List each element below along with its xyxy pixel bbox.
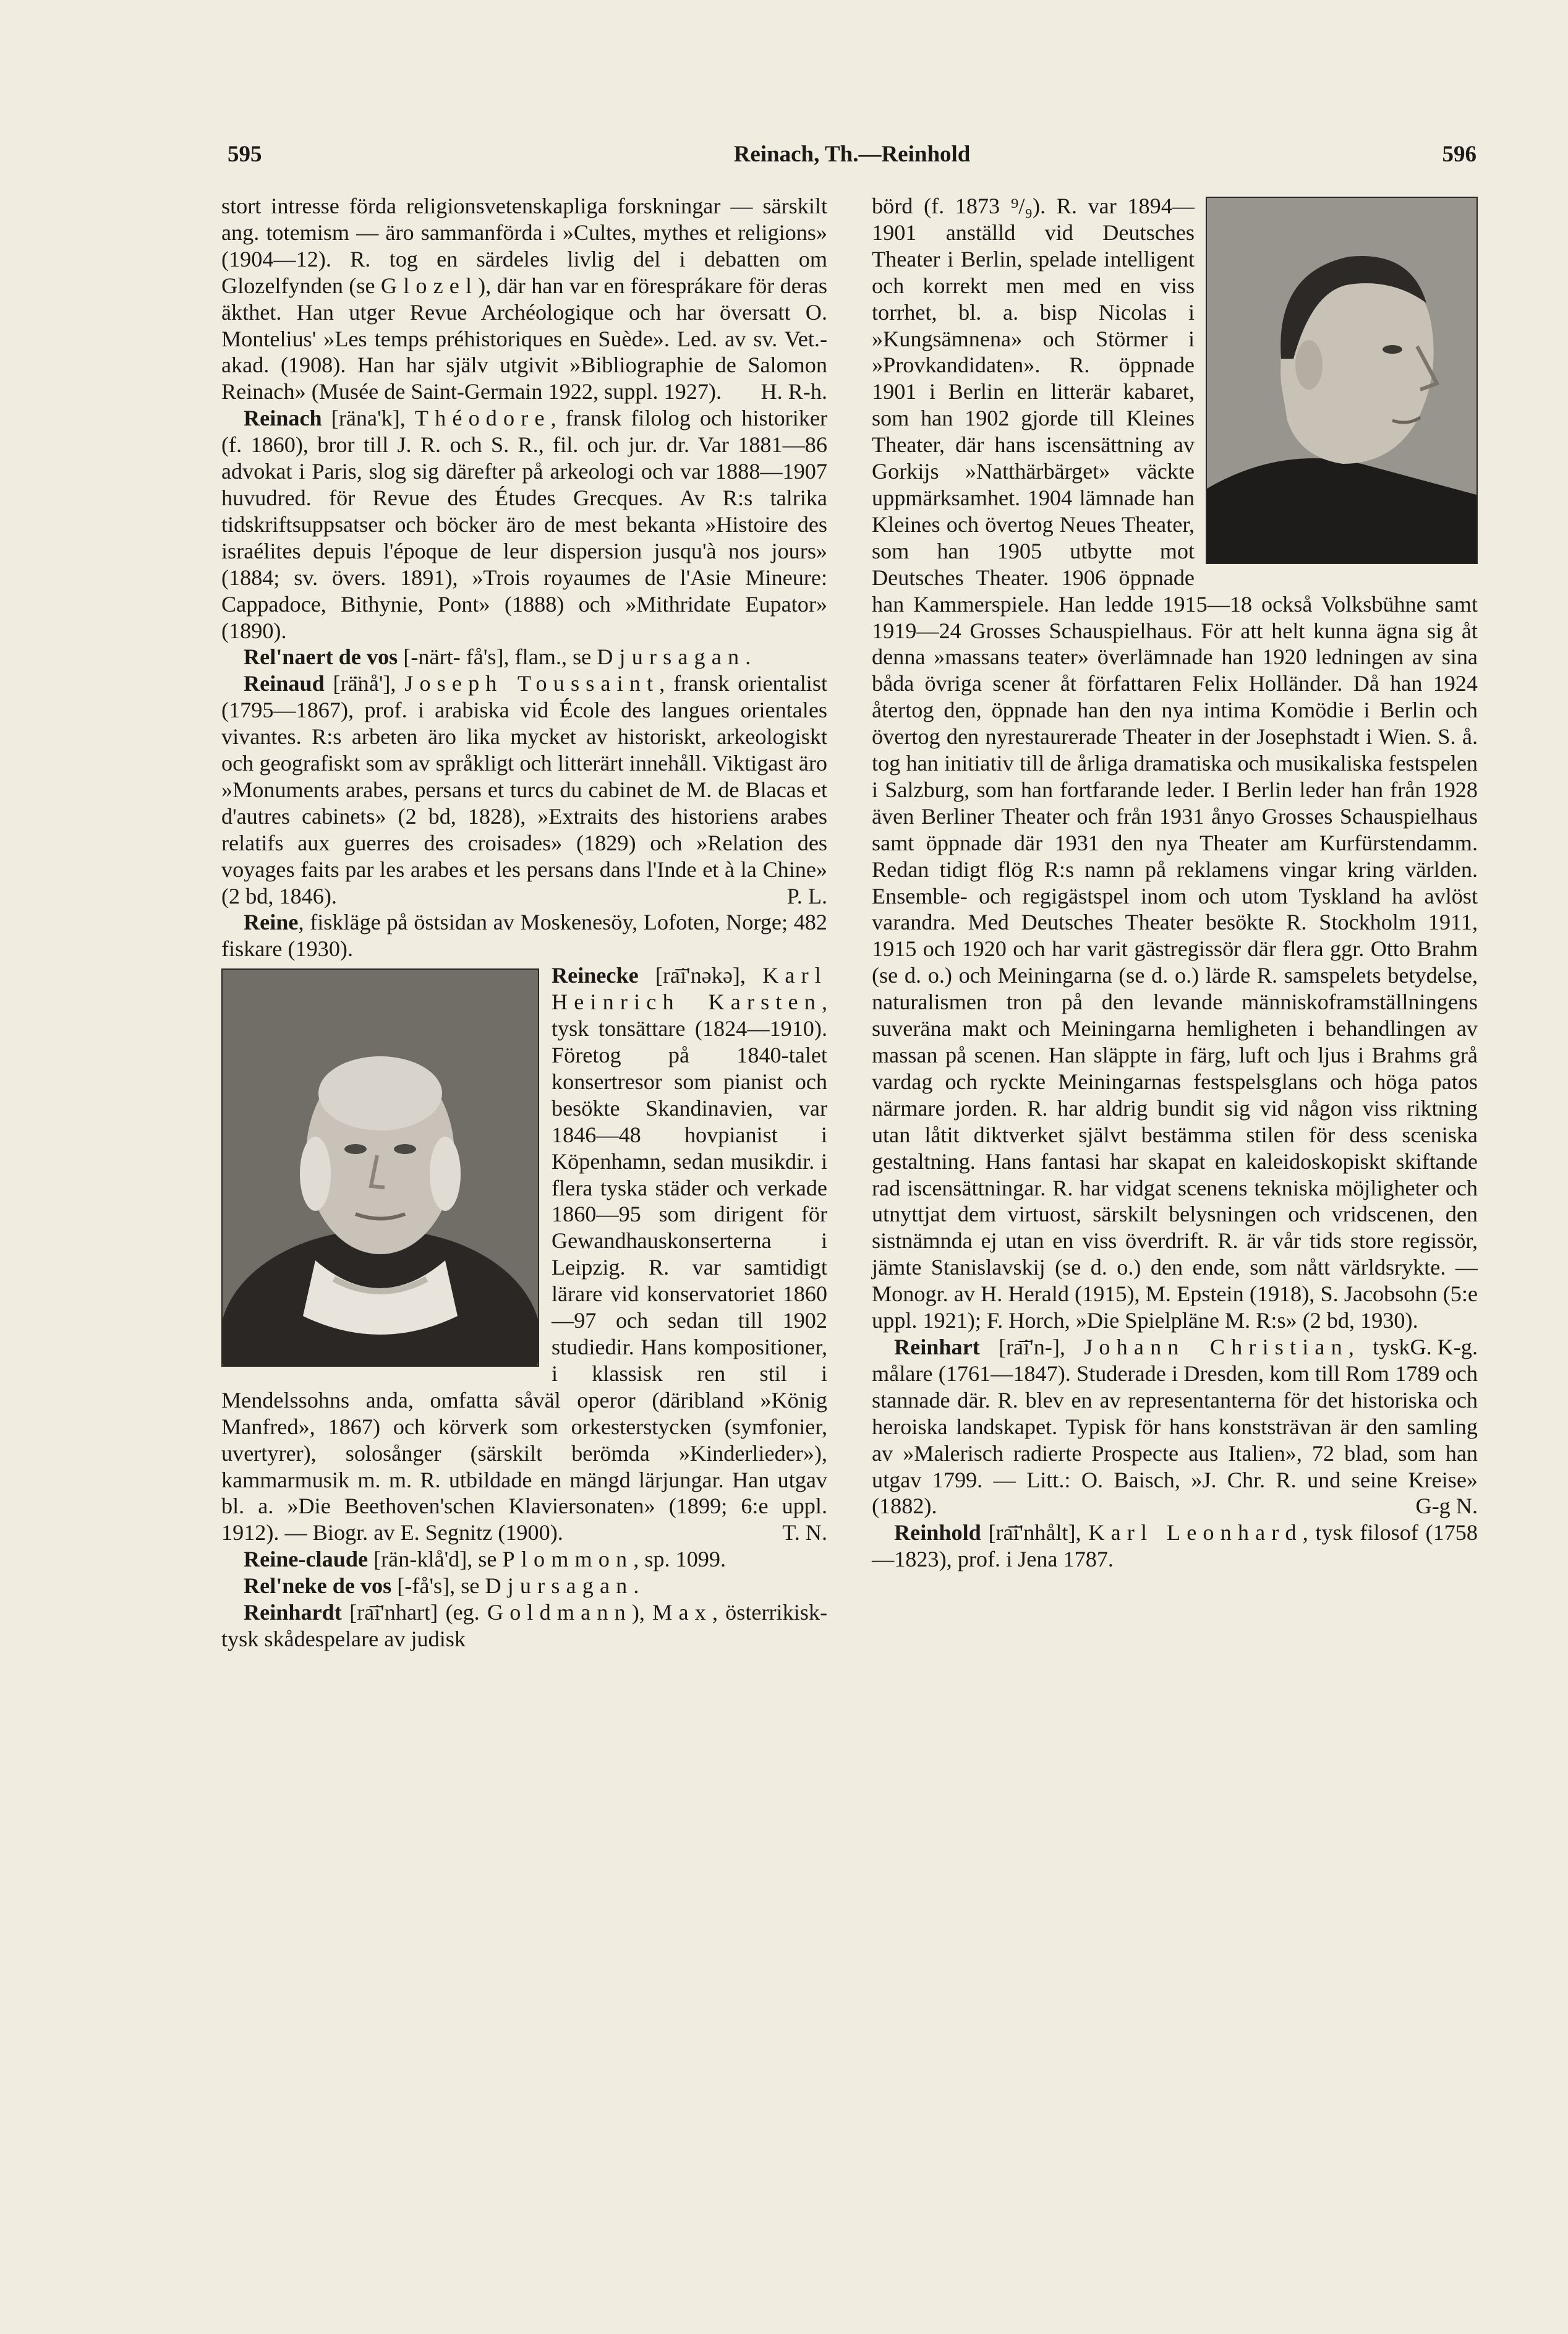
signature: H. R-h. — [761, 379, 827, 404]
portrait-reinhardt — [1206, 197, 1478, 564]
entry-headword: Reine — [244, 910, 299, 935]
entry-headword: Rel'naert de vos — [244, 644, 398, 670]
entry-reinach-salomon-continued: stort intresse förda religionsvetenskapliga forskningar — särskilt ang. totemism — äro sammanförda i »Cultes, mythes et religions» (1904—12). R. tog en särdeles livlig del i debatten om Glozelfynden (se Glozel), där han var en föresprákare för deras äkthet. Han utger Revue Archéologique och har översatt O. Montelius' »Les temps préhistoriques en Suède». Led. av sv. Vet.-akad. (1908). Han har själv utgivit »Bibliographie de Salomon Reinach» (Musée de Saint-Germain 1922, suppl. 1927). H. R-h. — [221, 194, 827, 404]
entry-reinaert-de-vos: Rel'naert de vos [-närt- få's], flam., se Djursagan. — [244, 644, 751, 670]
portrait-reinecke — [221, 968, 539, 1367]
left-column: stort intresse förda religionsvetenskapliga forskningar — särskilt ang. totemism — äro sammanförda i »Cultes, mythes et religions» (1904—12). R. tog en särdeles livlig del i debatten om Glozelfynden (se Glozel), där han var en föresprákare för deras äkthet. Han utger Revue Archéologique och har översatt O. Montelius' »Les temps préhistoriques en Suède». Led. av sv. Vet.-akad. (1908). Han har själv utgivit »Bibliographie de Salomon Reinach» (Musée de Saint-Germain 1922, suppl. 1927). H. R-h. Reinach [räna'k], Théodore, fransk filolog och historiker (f. 1860), bror till J. R. och S. R., fil. och jur. dr. Var 1881—86 advokat i Paris, slog sig därefter på arkeologi och var 1888—1907 huvudred. för Revue des Études Grecques. Av R:s talrika tidskriftsuppsatser och böcker äro de mest bekanta »Histoire des israélites depuis l'époque de leur dispersion jusqu'à nos jours» (1884; sv. övers. 1891), »Trois royaumes de l'Asie Mineure: Cappadoce, Bithynie, Pont» (1888) och »Mithridate Eupator» (1890). Rel'naert de vos [-närt- få's], flam., se Djursagan. Reinaud [rä̈nå'], Joseph Toussaint, fransk orientalist (1795—1867), prof. i arabiska vid École des langues orientales vivantes. R:s arbeten äro lika mycket av historiskt, arkeologiskt och geografiskt som av språkligt och litterärt innehåll. Viktigast äro »Monuments arabes, persans et turcs du cabinet de M. de Blacas et d'autres cabinets» (2 bd, 1828), »Extraits des historiens arabes relatifs aux guerres des croisades» (1829) och »Relation des voyages faits par les arabes et les persans dans l'Inde et à la Chine» (2 bd, 1846). P. L. Reine, fiskläge på östsidan av Moskenesöy, Lofoten, Norge; 482 fiskare (1930). Reinecke [ra͞i'nəkə], Karl Heinrich Karsten, tysk tonsättare (1824—1910). Företog på 1840-talet konsertresor som pianist och besökte Skandinavien, var 1846—48 hovpianist i Köpenhamn, sedan musikdir. i flera tyska städer och verkade 1860—95 som dirigent för Gewandhauskonserterna i Leipzig. R. var samtidigt lärare vid konservatoriet 1860—97 och sedan till 1902 studiedir. Hans kompositioner, i klassisk ren stil i Mendelssohns anda, omfatta såväl operor (däribland »König Manfred», 1867) och körverk som orkesterstycken (symfonier, uvertyrer), solosånger (särskilt berömda »Kinderlieder»), kammarmusik m. m. R. utbildade en mängd lärjungar. Han utgav bl. a. »Die Beethoven'schen Klaviersonaten» (1899; 6:e uppl. 1912). — Biogr. av E. Segnitz (1900). T. N. Reine-claude [rän-klå'd], se Plommon, sp. 1099. Rel'neke de vos [-få's], se Djursagan. Reinhardt [ra͞i'nhart] (eg. Goldmann), Max, österrikisk-tysk skådespelare av judisk — [221, 193, 827, 1652]
entry-headword: Rel'neke de vos — [244, 1573, 392, 1599]
entry-reinhart: Reinhart [ra͞i'n-], Johann Christian, tysk målare (1761—1847). Studerade i Dresden, kom till Rom 1789 och stannade där. R. blev en av representanterna för det historiska och heroiska landskapet. Typisk för hans konststrävan är den samling av »Malerisch radierte Prospecte aus Italien», 72 blad, som han utgav 1799. — Litt.: O. Baisch, »J. Chr. R. und seine Kreise» (1882). G-g N. — [872, 1334, 1478, 1519]
entry-headword: Reinaud — [244, 671, 325, 696]
entry-reineke-de-vos: Rel'neke de vos [-få's], se Djursagan. — [244, 1573, 639, 1599]
entry-reinhardt: Reinhardt [ra͞i'nhart] (eg. Goldmann), Max, österrikisk-tysk skådespelare av judisk — [221, 1600, 827, 1651]
entry-reine: Reine, fiskläge på östsidan av Moskenesöy, Lofoten, Norge; 482 fiskare (1930). — [221, 910, 827, 962]
entry-headword: Reinecke — [552, 963, 639, 988]
page-number-left: 595 — [228, 142, 262, 167]
entry-reinaud: Reinaud [rä̈nå'], Joseph Toussaint, fransk orientalist (1795—1867), prof. i arabiska vid École des langues orientales vivantes. R:s arbeten äro lika mycket av historiskt, arkeologiskt och geografiskt som av språkligt och litterärt innehåll. Viktigast äro »Monuments arabes, persans et turcs du cabinet de M. de Blacas et d'autres cabinets» (2 bd, 1828), »Extraits des historiens arabes relatifs aux guerres des croisades» (1829) och »Relation des voyages faits par les arabes et les persans dans l'Inde et à la Chine» (2 bd, 1846). P. L. — [221, 671, 828, 908]
signature: P. L. — [786, 883, 827, 908]
entry-reinach-theodore: Reinach [räna'k], Théodore, fransk filolog och historiker (f. 1860), bror till J. R. och S. R., fil. och jur. dr. Var 1881—86 advokat i Paris, slog sig därefter på arkeologi och var 1888—1907 huvudred. för Revue des Études Grecques. Av R:s talrika tidskriftsuppsatser och böcker äro de mest bekanta »Histoire des israélites depuis l'époque de leur dispersion jusqu'à nos jours» (1884; sv. övers. 1891), »Trois royaumes de l'Asie Mineure: Cappadoce, Bithynie, Pont» (1888) och »Mithridate Eupator» (1890). — [221, 406, 827, 643]
entry-reine-claude: Reine-claude [rän-klå'd], se Plommon, sp. 1099. — [244, 1547, 726, 1572]
entry-headword: Reine-claude — [244, 1547, 369, 1572]
entry-reinhold: Reinhold [ra͞i'nhålt], Karl Leonhard, tysk filosof (1758—1823), prof. i Jena 1787. — [872, 1520, 1478, 1572]
signature: G-g N. — [1415, 1494, 1478, 1519]
entry-headword: Reinhardt — [244, 1600, 342, 1625]
entry-headword: Reinhold — [894, 1520, 981, 1545]
page-header — [228, 141, 1476, 178]
running-title: Reinach, Th.—Reinhold — [733, 142, 971, 167]
entry-headword: Reinhart — [894, 1334, 980, 1359]
signature: T. N. — [782, 1520, 827, 1545]
signature: G. K-g. — [1410, 1334, 1478, 1359]
entry-headword: Reinach — [244, 406, 322, 431]
right-column: börd (f. 1873 ⁹/₉). R. var 1894—1901 anställd vid Deutsches Theater i Berlin, spelade intelligent och korrekt men med en viss torrhet, bl. a. bisp Nicolas i »Kungsämnena» och Störmer i »Provkandidaten». R. öppnade 1901 i Berlin en litterär kabaret, som han 1902 gjorde till Kleines Theater, där hans iscensättning av Gorkijs »Natthärbärget» väckte uppmärksamhet. 1904 lämnade han Kleines och övertog Neues Theater, som han 1905 utbytte mot Deutsches Theater. 1906 öppnade han Kammerspiele. Han ledde 1915—18 också Volksbühne samt 1919—24 Grosses Schauspielhaus. För att helt kunna ägna sig åt denna »massans teater» överlämnade han 1920 ledningen av sina båda övriga scener åt författaren Felix Holländer. Då han 1924 återtog den, öppnade han den nya intima Komödie i Berlin och övertog den nyrestaurerade Theater in der Josephstadt i Wien. S. å. tog han initiativ till de årliga dramatiska och musikaliska festspelen i Salzburg, som han fortfarande leder. I Berlin leder han från 1928 även Berliner Theater och från 1931 ånyo Grosses Schauspielhaus samt öppnade där 1931 den nya Theater am Kurfürstendamm. Redan tidigt flög R:s namn på reklamens vingar kring världen. Ensemble- och regigästspel inom och utom Tyskland ha avlöst varandra. Med Deutsches Theater besökte R. Stockholm 1911, 1915 och 1920 och har varit gästregissör där flera ggr. Otto Brahm (se d. o.) och Meiningarna (se d. o.) lärde R. samspelets betydelse, naturalismen tron på den levande människoframställningens suveräna makt och Meiningarna hemligheten i behandlingen av massan på scenen. Han släppte in färg, luft och ljus i Brahms grå vardag och ryckte Meiningarnas festspelsglans och höga patos närmare jorden. R. har aldrig bundit sig vid någon viss riktning utan låtit diktverket självt bestämma stilen för dess sceniska gestaltning. Hans fantasi har skapat en kaleidoskopiskt skiftande rad iscensättningar. R. har vidgat scenens tekniska möjligheter och utnyttjat dem virtuost, särskilt belysningen och vridscenen, den sistnämnda ej utan en viss överdrift. R. är vår tids store regissör, jämte Stanislavskij (se d. o.) den ende, som nått världsrykte. — Monogr. av H. Herald (1915), M. Epstein (1918), S. Jacobsohn (5:e uppl. 1921); F. Horch, »Die Spielpläne M. R:s» (2 bd, 1930). G. K-g. Reinhart [ra͞i'n-], Johann Christian, tysk målare (1761—1847). Studerade i Dresden, kom till Rom 1789 och stannade där. R. blev en av representanterna för det historiska och heroiska landskapet. Typisk för hans konststrävan är den samling av »Malerisch radierte Prospecte aus Italien», 72 blad, som han utgav 1799. — Litt.: O. Baisch, »J. Chr. R. und seine Kreise» (1882). G-g N. Reinhold [ra͞i'nhålt], Karl Leonhard, tysk filosof (1758—1823), prof. i Jena 1787. — [872, 194, 1478, 1572]
page-number-right: 596 — [1442, 142, 1476, 167]
